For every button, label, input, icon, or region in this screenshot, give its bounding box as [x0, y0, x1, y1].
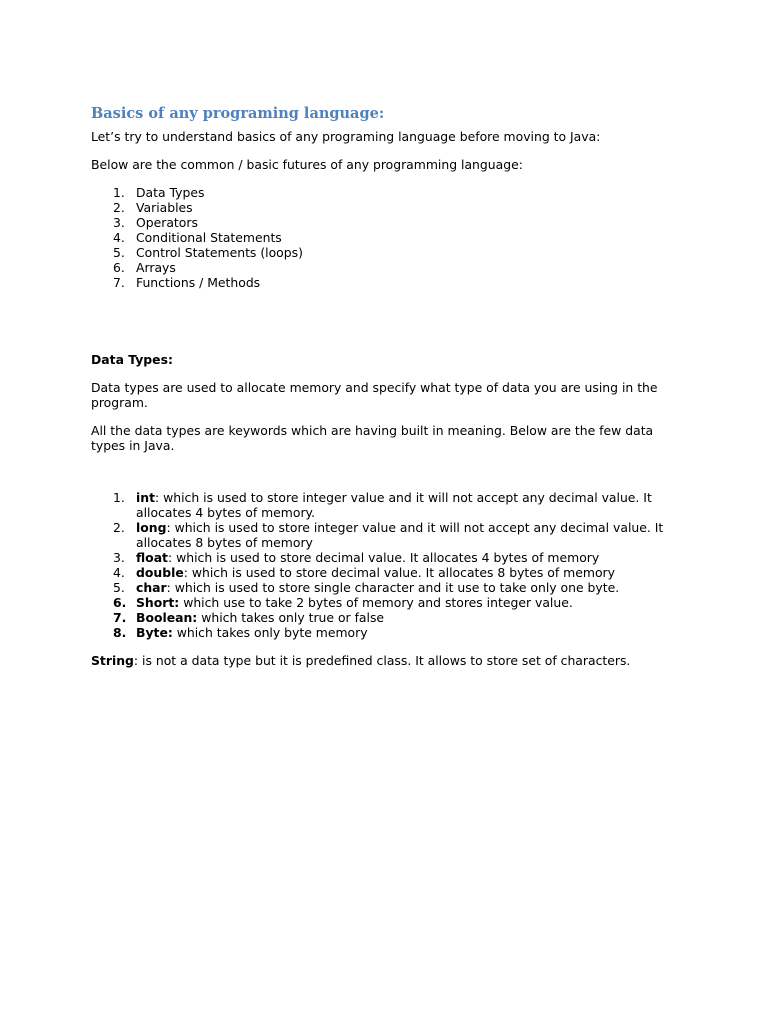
list-item: 2. Variables: [113, 200, 193, 215]
list-item: 3. Operators: [113, 215, 198, 230]
data-types-list: [91, 490, 681, 640]
features-intro: Below are the common / basic futures of any programming language:: [91, 157, 523, 172]
heading: Basics of any programing language:: [91, 105, 385, 122]
list-item: 4. Conditional Statements: [113, 230, 282, 245]
string-note: String: is not a data type but it is predefined class. It allows to store set of characters.: [91, 653, 631, 668]
list-item: 4. double: which is used to store decimal value. It allocates 8 bytes of memory: [113, 565, 615, 580]
list-item: 5. Control Statements (loops): [113, 245, 303, 260]
list-item: 6. Arrays: [113, 260, 176, 275]
list-item: 7. Functions / Methods: [113, 275, 261, 290]
document-page: [91, 104, 681, 668]
intro-paragraph: Let’s try to understand basics of any programing language before moving to Java:: [91, 129, 601, 144]
list-item: 6. Short: which use to take 2 bytes of memory and stores integer value.: [113, 595, 573, 610]
list-item: 3. float: which is used to store decimal value. It allocates 4 bytes of memory: [113, 550, 600, 565]
list-item: 7. Boolean: which takes only true or false: [113, 610, 385, 625]
paragraph: Data types are used to allocate memory and specify what type of data you are using in the program.: [91, 380, 658, 410]
list-item: 1. int: which is used to store integer value and it will not accept any decimal value. It allocates 4 bytes of memory.: [113, 490, 652, 520]
list-item: 5. char: which is used to store single character and it use to take only one byte.: [113, 580, 620, 595]
list-item: 8. Byte: which takes only byte memory: [113, 625, 368, 640]
string-term: String: [91, 653, 134, 668]
features-list: [91, 185, 681, 290]
section-title: Data Types:: [91, 352, 173, 367]
paragraph: All the data types are keywords which are having built in meaning. Below are the few data types in Java.: [91, 423, 654, 453]
list-item: 2. long: which is used to store integer value and it will not accept any decimal value. It allocates 8 bytes of memory: [113, 520, 664, 550]
list-item: 1. Data Types: [113, 185, 205, 200]
